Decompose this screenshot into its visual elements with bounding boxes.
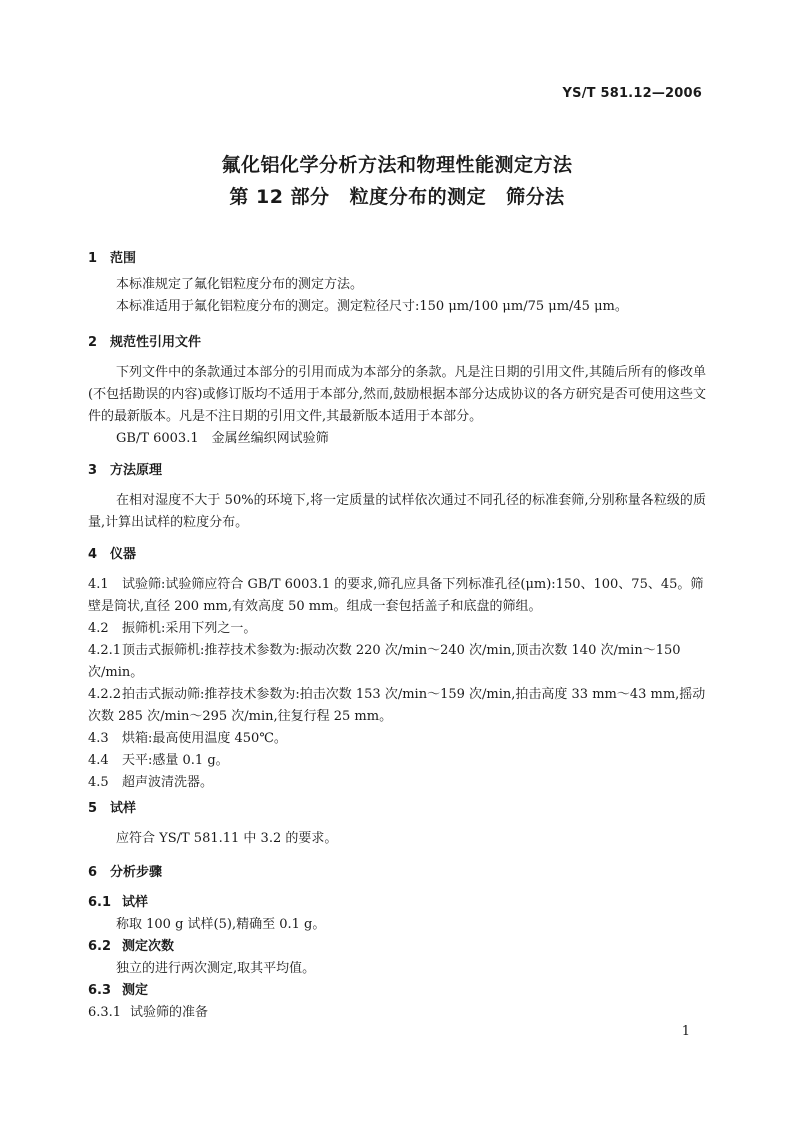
section-4 [88, 544, 706, 794]
list-item: 4.3 烘箱:最高使用温度 450℃。 [88, 731, 287, 746]
paragraph: 本标准适用于氟化铝粒度分布的测定。测定粒径尺寸:150 μm/100 μm/75 μm/45 μm。 [116, 299, 628, 314]
list-item: 6.3.1 试验筛的准备 [88, 1005, 209, 1020]
subsection-heading: 6.2 测定次数 [88, 939, 175, 954]
section-heading: 4 仪器 [88, 547, 137, 562]
list-item: 4.2.2拍击式振动筛:推荐技术参数为:拍击次数 153 次/min～159 次/min,拍击高度 33 mm～43 mm,摇动次数 285 次/min～295 次/min,往复行程 25 mm。 [88, 687, 706, 724]
paragraph: 在相对湿度不大于 50%的环境下,将一定质量的试样依次通过不同孔径的标准套筛,分别称量各粒级的质量,计算出试样的粒度分布。 [88, 493, 706, 530]
subtitle-method: 筛分法 [506, 186, 565, 208]
section-5 [88, 798, 706, 850]
section-heading: 5 试样 [88, 801, 137, 816]
section-heading: 2 规范性引用文件 [88, 335, 202, 350]
paragraph: 应符合 YS/T 581.11 中 3.2 的要求。 [116, 831, 338, 846]
section-6 [88, 862, 706, 1024]
document-subtitle [0, 182, 794, 209]
list-item: 4.2 振筛机:采用下列之一。 [88, 621, 257, 636]
section-heading: 6 分析步骤 [88, 865, 163, 880]
list-item: 4.4 天平:感量 0.1 g。 [88, 753, 229, 768]
section-heading: 3 方法原理 [88, 463, 163, 478]
subsection-heading: 6.3 测定 [88, 983, 149, 998]
list-item: 4.2.1顶击式振筛机:推荐技术参数为:振动次数 220 次/min～240 次/min,顶击次数 140 次/min～150 次/min。 [88, 643, 681, 680]
standard-code: YS/T 581.12—2006 [562, 86, 702, 101]
list-item: 4.1 试验筛:试验筛应符合 GB/T 6003.1 的要求,筛孔应具备下列标准孔径(μm):150、100、75、45。筛壁是筒状,直径 200 mm,有效高度 50 mm。组成一套包括盖子和底盘的筛组。 [88, 577, 704, 614]
section-1 [88, 248, 706, 318]
paragraph: 独立的进行两次测定,取其平均值。 [116, 961, 316, 976]
paragraph: 下列文件中的条款通过本部分的引用而成为本部分的条款。凡是注日期的引用文件,其随后所有的修改单(不包括勘误的内容)或修订版均不适用于本部分,然而,鼓励根据本部分达成协议的各方研究是否可使用这些文件的最新版本。凡是不注日期的引用文件,其最新版本适用于本部分。 [88, 365, 706, 424]
page-number: 1 [681, 1024, 690, 1039]
instrument-list [88, 574, 706, 794]
normative-reference: GB/T 6003.1 金属丝编织网试验筛 [116, 431, 329, 446]
subtitle-part: 第 12 部分 [229, 186, 330, 208]
paragraph: 称取 100 g 试样(5),精确至 0.1 g。 [116, 917, 326, 932]
document-title: 氟化铝化学分析方法和物理性能测定方法 [221, 154, 573, 176]
list-item: 4.5 超声波清洗器。 [88, 775, 214, 790]
paragraph: 本标准规定了氟化铝粒度分布的测定方法。 [116, 277, 364, 292]
subsection-heading: 6.1 试样 [88, 895, 149, 910]
section-3 [88, 460, 706, 534]
section-heading: 1 范围 [88, 251, 137, 266]
subtitle-topic: 粒度分布的测定 [349, 186, 487, 208]
section-2 [88, 332, 706, 450]
